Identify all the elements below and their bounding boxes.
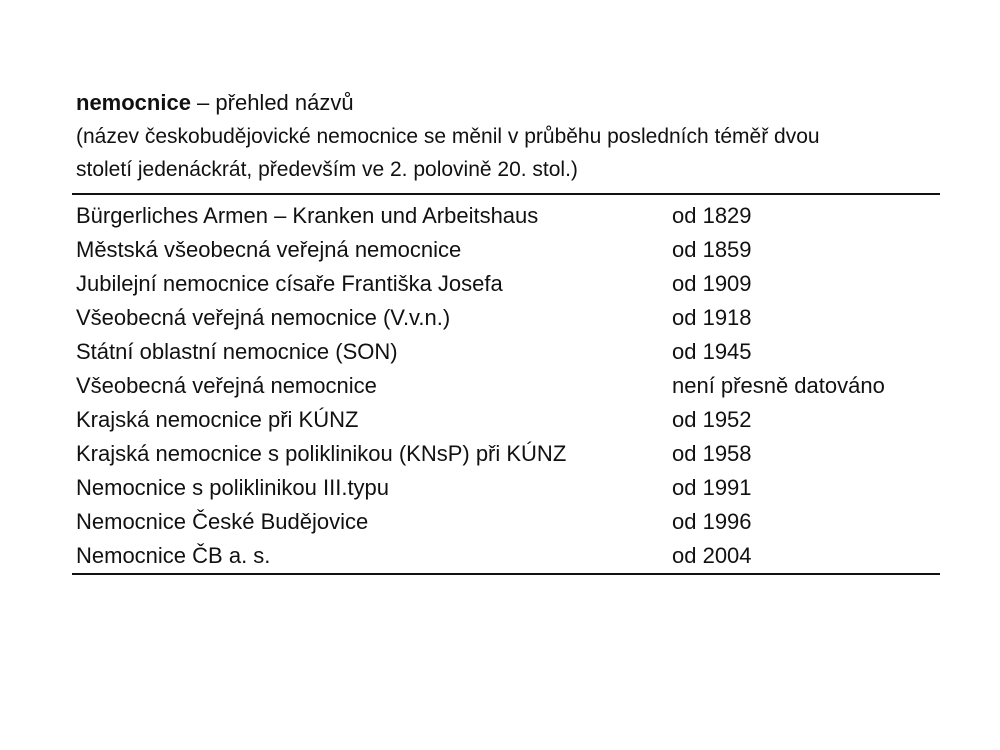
hospital-date: od 1952 xyxy=(672,407,752,432)
subtitle-line-2: století jedenáckrát, především ve 2. polovině 20. stol.) xyxy=(76,158,578,181)
hospital-name: Státní oblastní nemocnice (SON) xyxy=(76,339,398,364)
hospital-date: od 1996 xyxy=(672,509,752,534)
subtitle xyxy=(76,120,940,186)
table-row xyxy=(72,539,940,573)
hospital-name: Všeobecná veřejná nemocnice (V.v.n.) xyxy=(76,305,451,330)
hospital-name: Krajská nemocnice s poliklinikou (KNsP) při KÚNZ xyxy=(76,441,567,466)
table-row xyxy=(72,233,940,267)
hospital-date: od 1909 xyxy=(672,271,752,296)
table-row xyxy=(72,335,940,369)
hospital-date: od 1829 xyxy=(672,203,752,228)
hospital-name: Nemocnice s poliklinikou III.typu xyxy=(76,475,390,500)
document xyxy=(72,88,940,575)
table-row xyxy=(72,403,940,437)
hospital-date: není přesně datováno xyxy=(672,373,885,398)
hospital-date: od 1958 xyxy=(672,441,752,466)
table-row xyxy=(72,437,940,471)
hospital-name: Jubilejní nemocnice císaře Františka Josefa xyxy=(76,271,503,296)
table-row xyxy=(72,199,940,233)
hospital-date: od 2004 xyxy=(672,543,752,568)
hospital-date: od 1945 xyxy=(672,339,752,364)
table-row xyxy=(72,301,940,335)
hospital-name: Bürgerliches Armen – Kranken und Arbeitshaus xyxy=(76,203,539,228)
hospital-date: od 1991 xyxy=(672,475,752,500)
hospital-name: Nemocnice ČB a. s. xyxy=(76,543,271,568)
hospital-date: od 1918 xyxy=(672,305,752,330)
table-row xyxy=(72,505,940,539)
hospital-name: Všeobecná veřejná nemocnice xyxy=(76,373,377,398)
names-table xyxy=(72,193,940,575)
hospital-date: od 1859 xyxy=(672,237,752,262)
table-row xyxy=(72,369,940,403)
table-row xyxy=(72,267,940,301)
hospital-name: Krajská nemocnice při KÚNZ xyxy=(76,407,359,432)
title-keyword: nemocnice xyxy=(76,90,191,115)
title-rest: – přehled názvů xyxy=(190,90,354,115)
subtitle-line-1: (název českobudějovické nemocnice se měnil v průběhu posledních téměř dvou xyxy=(76,125,820,148)
table-row xyxy=(72,471,940,505)
page-title xyxy=(76,88,940,118)
hospital-name: Městská všeobecná veřejná nemocnice xyxy=(76,237,462,262)
hospital-name: Nemocnice České Budějovice xyxy=(76,509,369,534)
